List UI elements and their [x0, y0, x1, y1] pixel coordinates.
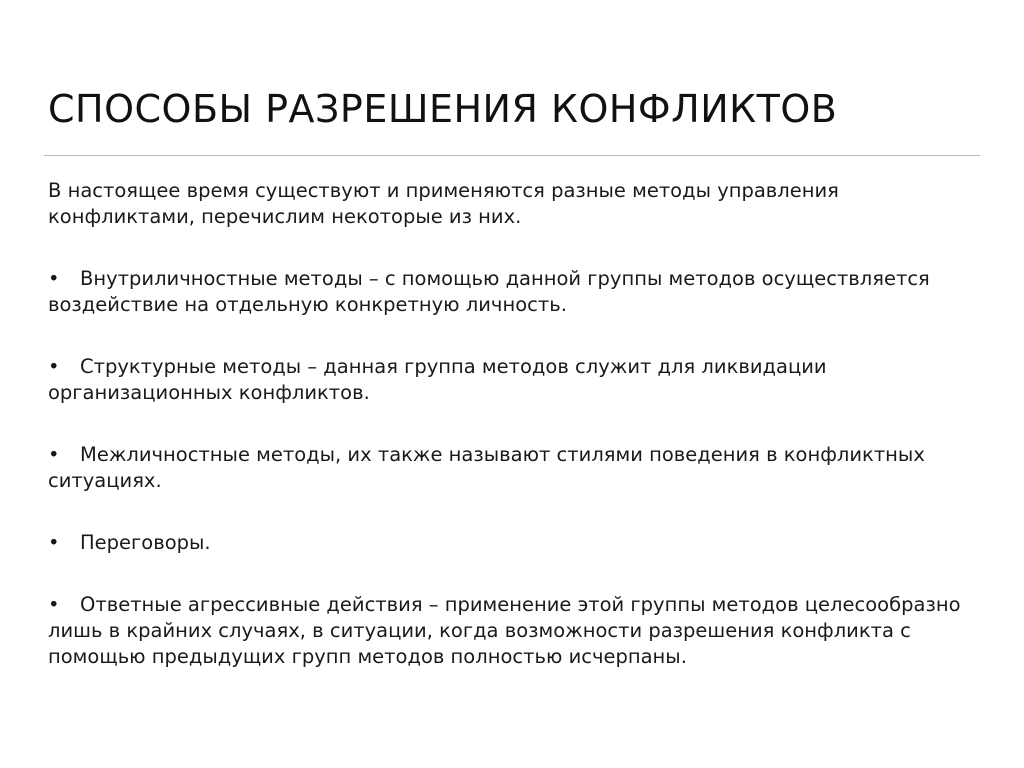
bullet-icon: •: [48, 267, 60, 290]
title-divider: [44, 155, 980, 156]
bullet-icon: •: [48, 443, 60, 466]
bullet-text: Внутриличностные методы – с помощью данной группы методов осуществляется воздействие на отдельную конкретную личность.: [48, 267, 930, 316]
slide-title: СПОСОБЫ РАЗРЕШЕНИЯ КОНФЛИКТОВ: [48, 87, 838, 131]
slide-body: [48, 178, 968, 706]
bullet-item-negotiations: [48, 530, 968, 556]
bullet-text: Межличностные методы, их также называют стилями поведения в конфликтных ситуациях.: [48, 443, 925, 492]
bullet-item-structural: [48, 354, 968, 406]
bullet-item-interpersonal: [48, 442, 968, 494]
bullet-text: Ответные агрессивные действия – применение этой группы методов целесообразно лишь в крайних случаях, в ситуации, когда возможности разрешения конфликта с помощью предыдущих групп методов полностью исчерпаны.: [48, 593, 961, 668]
bullet-icon: •: [48, 531, 60, 554]
intro-paragraph: В настоящее время существуют и применяются разные методы управления конфликтами, перечислим некоторые из них.: [48, 179, 839, 228]
bullet-text: Структурные методы – данная группа методов служит для ликвидации организационных конфликтов.: [48, 355, 827, 404]
bullet-item-intrapersonal: [48, 266, 968, 318]
bullet-icon: •: [48, 355, 60, 378]
bullet-icon: •: [48, 593, 60, 616]
bullet-item-aggressive-actions: [48, 592, 968, 670]
bullet-text: Переговоры.: [80, 531, 211, 554]
